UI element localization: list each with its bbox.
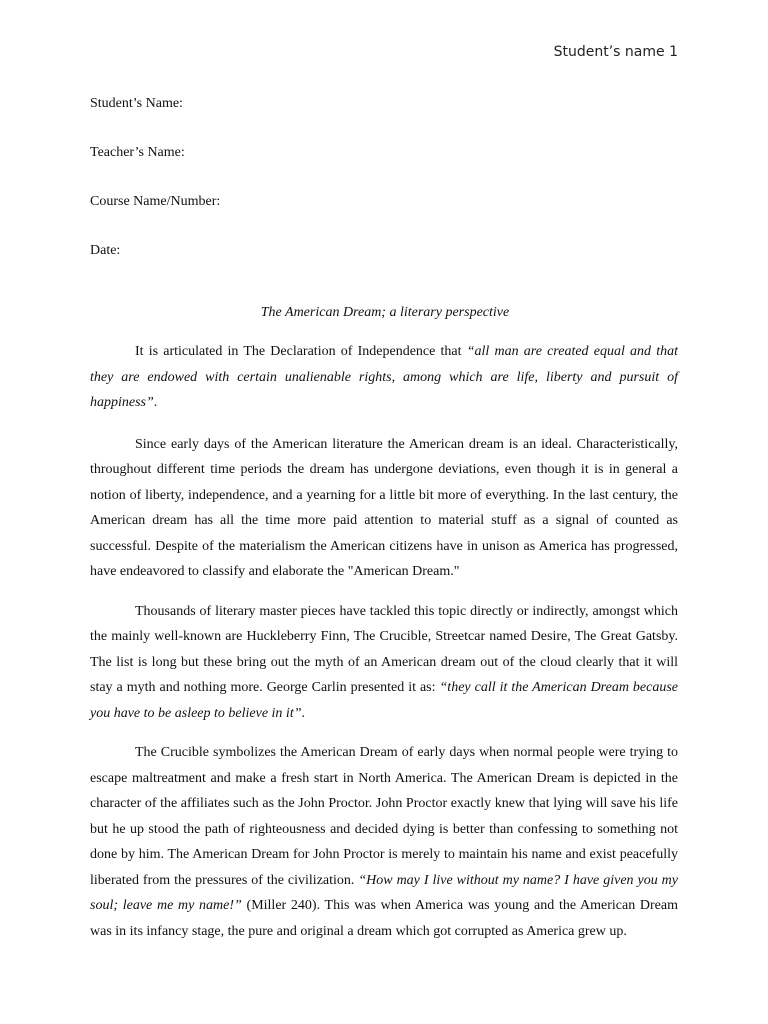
running-header: Student’s name 1 (553, 44, 678, 60)
paragraph-3 (90, 599, 678, 727)
paragraph-2-text: Since early days of the American literature the American dream is an ideal. Characteristically, throughout different time periods the dream has undergone deviations, even though it is in general a notion of liberty, independence, and a yearning for a little bit more of everything. In the last century, the American dream has all the time more paid attention to material stuff as a signal of counted as successful. Despite of the materialism the American citizens have in unison as America has progressed, have endeavored to classify and elaborate the "American Dream." (90, 436, 678, 579)
course-name-line: Course Name/Number: (90, 194, 221, 209)
paragraph-2 (90, 432, 678, 585)
paragraph-1-text: It is articulated in The Declaration of Independence that (135, 344, 467, 359)
essay-body (90, 339, 678, 958)
paragraph-4 (90, 740, 678, 944)
paragraph-3-text: Thousands of literary master pieces have tackled this topic directly or indirectly, amongst which the mainly well-known are Huckleberry Finn, The Crucible, Streetcar named Desire, The Great Gatsby. The list is long but these bring out the myth of an American dream out of the cloud clearly that it will stay a myth and nothing more. George Carlin presented it as: (90, 603, 678, 695)
essay-title: The American Dream; a literary perspective (260, 305, 510, 320)
paragraph-4-end: (Miller 240). This was when America was young and the American Dream was in its infancy stage, the pure and original a dream which got corrupted as America grew up. (90, 898, 679, 939)
heading-block (90, 94, 680, 290)
date-line: Date: (90, 243, 121, 258)
paragraph-1-end: . (153, 395, 158, 410)
paragraph-3-quote: “they call it the American Dream because you have to be asleep to believe in it” (90, 680, 679, 721)
paragraph-1 (90, 339, 678, 416)
student-name-line: Student’s Name: (90, 96, 183, 111)
teacher-name-line: Teacher’s Name: (90, 145, 185, 160)
paragraph-4-text: The Crucible symbolizes the American Dream of early days when normal people were trying to escape maltreatment and make a fresh start in North America. The American Dream is depicted in the character of the affiliates such as the John Proctor. John Proctor exactly knew that lying will save his life but he up stood the path of righteousness and decided dying is better than confessing to something not done by him. The American Dream for John Proctor is merely to maintain his name and exist peacefully liberated from the pressures of the civilization. (90, 745, 678, 888)
paragraph-3-end: . (301, 705, 305, 721)
paragraph-1-quote: “all man are created equal and that they are endowed with certain unalienable rights, among which are life, liberty and pursuit of happiness” (90, 344, 678, 410)
paragraph-4-quote: “How may I live without my name? I have given you my soul; leave me my name!” (90, 872, 678, 913)
